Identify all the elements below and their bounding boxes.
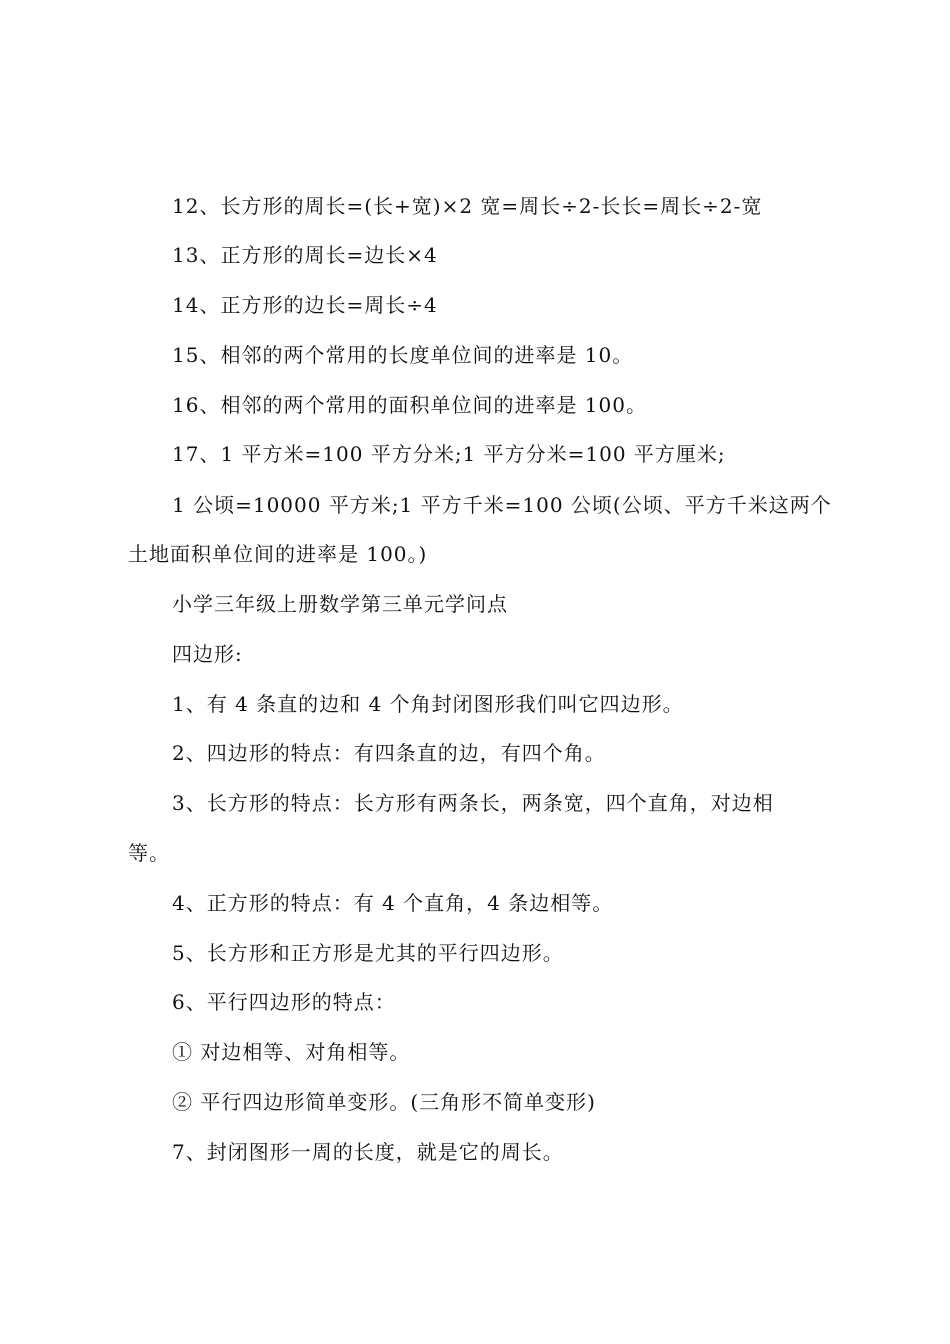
text-line-17-continued: 1 公顷=10000 平方米;1 平方千米=100 公顷(公顷、平方千米这两个: [172, 493, 832, 517]
text-line-1: 1、有 4 条直的边和 4 个角封闭图形我们叫它四边形。: [172, 692, 684, 716]
text-line-3-wrap: 等。: [128, 841, 170, 865]
text-line-6: 6、平行四边形的特点：: [172, 990, 396, 1014]
text-line-7: 7、封闭图形一周的长度，就是它的周长。: [172, 1140, 564, 1164]
text-line-17-wrap: 土地面积单位间的进率是 100。): [128, 542, 428, 566]
text-line-16: 16、相邻的两个常用的面积单位间的进率是 100。: [172, 393, 647, 417]
text-line-13: 13、正方形的周长=边长×4: [172, 243, 438, 267]
text-line-6-item-1: ① 对边相等、对角相等。: [172, 1040, 411, 1064]
section-heading: 小学三年级上册数学第三单元学问点: [172, 592, 508, 616]
text-line-2: 2、四边形的特点：有四条直的边，有四个角。: [172, 741, 606, 765]
text-line-5: 5、长方形和正方形是尤其的平行四边形。: [172, 941, 564, 965]
text-line-6-item-2: ② 平行四边形简单变形。(三角形不简单变形): [172, 1090, 596, 1114]
text-line-14: 14、正方形的边长=周长÷4: [172, 293, 438, 317]
text-line-15: 15、相邻的两个常用的长度单位间的进率是 10。: [172, 343, 634, 367]
subsection-heading: 四边形:: [172, 642, 243, 666]
text-line-17: 17、1 平方米=100 平方分米;1 平方分米=100 平方厘米;: [172, 442, 726, 466]
text-line-3: 3、长方形的特点：长方形有两条长，两条宽，四个直角，对边相: [172, 791, 774, 815]
text-line-12: 12、长方形的周长=(长+宽)×2 宽=周长÷2-长长=周长÷2-宽: [172, 194, 763, 218]
text-line-4: 4、正方形的特点：有 4 个直角，4 条边相等。: [172, 891, 614, 915]
